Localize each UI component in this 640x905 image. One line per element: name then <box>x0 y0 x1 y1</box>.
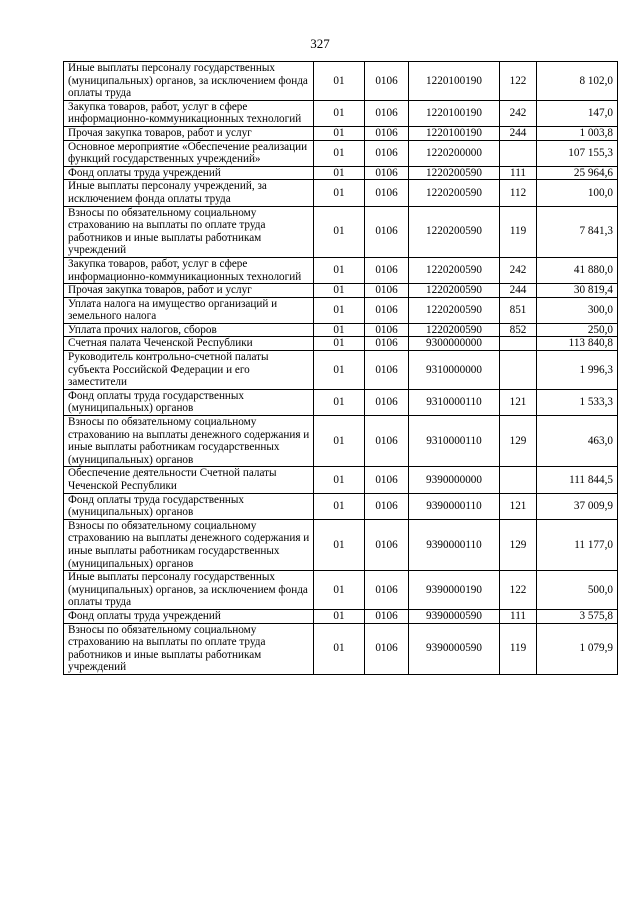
table-row <box>64 416 618 467</box>
cell-subsection: 0106 <box>365 206 409 257</box>
cell-amount: 41 880,0 <box>537 257 618 283</box>
table-row <box>64 62 618 101</box>
cell-amount: 111 844,5 <box>537 467 618 493</box>
cell-amount: 113 840,8 <box>537 337 618 351</box>
table-row <box>64 623 618 674</box>
cell-section: 01 <box>314 571 365 610</box>
table-row <box>64 337 618 351</box>
cell-amount: 1 079,9 <box>537 623 618 674</box>
cell-section: 01 <box>314 206 365 257</box>
cell-amount: 1 533,3 <box>537 389 618 415</box>
cell-target-article: 9390000190 <box>409 571 500 610</box>
cell-section: 01 <box>314 493 365 519</box>
cell-name: Фонд оплаты труда государственных (муниципальных) органов <box>64 389 314 415</box>
cell-amount: 37 009,9 <box>537 493 618 519</box>
cell-section: 01 <box>314 257 365 283</box>
cell-amount: 1 996,3 <box>537 351 618 390</box>
cell-name: Закупка товаров, работ, услуг в сфере информационно-коммуникационных технологий <box>64 100 314 126</box>
cell-target-article: 9390000110 <box>409 493 500 519</box>
cell-name: Уплата налога на имущество организаций и земельного налога <box>64 297 314 323</box>
table-row <box>64 351 618 390</box>
cell-section: 01 <box>314 351 365 390</box>
cell-expense-type: 121 <box>500 389 537 415</box>
cell-expense-type: 129 <box>500 416 537 467</box>
cell-amount: 250,0 <box>537 323 618 337</box>
cell-expense-type: 244 <box>500 284 537 298</box>
cell-target-article: 1220200590 <box>409 166 500 180</box>
cell-amount: 30 819,4 <box>537 284 618 298</box>
page-number: 327 <box>310 36 330 51</box>
cell-subsection: 0106 <box>365 284 409 298</box>
cell-target-article: 1220100190 <box>409 100 500 126</box>
table-row <box>64 519 618 570</box>
table-row <box>64 126 618 140</box>
cell-target-article: 1220200590 <box>409 257 500 283</box>
cell-section: 01 <box>314 609 365 623</box>
table-row <box>64 206 618 257</box>
cell-subsection: 0106 <box>365 337 409 351</box>
cell-target-article: 1220200590 <box>409 180 500 206</box>
cell-expense-type: 244 <box>500 126 537 140</box>
cell-section: 01 <box>314 416 365 467</box>
cell-target-article: 1220200590 <box>409 206 500 257</box>
cell-section: 01 <box>314 140 365 166</box>
cell-amount: 11 177,0 <box>537 519 618 570</box>
table-row <box>64 297 618 323</box>
cell-expense-type: 129 <box>500 519 537 570</box>
cell-name: Иные выплаты персоналу учреждений, за исключением фонда оплаты труда <box>64 180 314 206</box>
cell-subsection: 0106 <box>365 257 409 283</box>
cell-subsection: 0106 <box>365 140 409 166</box>
cell-section: 01 <box>314 337 365 351</box>
cell-section: 01 <box>314 389 365 415</box>
cell-target-article: 1220100190 <box>409 126 500 140</box>
cell-name: Фонд оплаты труда учреждений <box>64 166 314 180</box>
cell-target-article: 9300000000 <box>409 337 500 351</box>
cell-section: 01 <box>314 180 365 206</box>
cell-target-article: 9310000110 <box>409 389 500 415</box>
cell-amount: 7 841,3 <box>537 206 618 257</box>
cell-target-article: 1220200590 <box>409 284 500 298</box>
cell-name: Взносы по обязательному социальному страхованию на выплаты по оплате труда работников и иные выплаты работникам учреждений <box>64 206 314 257</box>
cell-expense-type <box>500 140 537 166</box>
cell-target-article: 9390000590 <box>409 609 500 623</box>
cell-expense-type: 111 <box>500 609 537 623</box>
cell-subsection: 0106 <box>365 166 409 180</box>
cell-name: Обеспечение деятельности Счетной палаты Чеченской Республики <box>64 467 314 493</box>
cell-subsection: 0106 <box>365 623 409 674</box>
cell-name: Взносы по обязательному социальному страхованию на выплаты денежного содержания и иные выплаты работникам государственных (муниципальных) органов <box>64 519 314 570</box>
cell-name: Прочая закупка товаров, работ и услуг <box>64 126 314 140</box>
cell-amount: 500,0 <box>537 571 618 610</box>
cell-subsection: 0106 <box>365 126 409 140</box>
cell-name: Закупка товаров, работ, услуг в сфере информационно-коммуникационных технологий <box>64 257 314 283</box>
cell-expense-type: 111 <box>500 166 537 180</box>
cell-name: Иные выплаты персоналу государственных (муниципальных) органов, за исключением фонда оплаты труда <box>64 62 314 101</box>
table-row <box>64 100 618 126</box>
cell-expense-type: 112 <box>500 180 537 206</box>
cell-name: Руководитель контрольно-счетной палаты субъекта Российской Федерации и его заместители <box>64 351 314 390</box>
cell-section: 01 <box>314 284 365 298</box>
cell-amount: 8 102,0 <box>537 62 618 101</box>
table-row <box>64 284 618 298</box>
cell-subsection: 0106 <box>365 389 409 415</box>
cell-section: 01 <box>314 623 365 674</box>
cell-subsection: 0106 <box>365 323 409 337</box>
cell-target-article: 1220100190 <box>409 62 500 101</box>
table-row <box>64 180 618 206</box>
cell-amount: 3 575,8 <box>537 609 618 623</box>
table-row <box>64 389 618 415</box>
cell-subsection: 0106 <box>365 571 409 610</box>
cell-expense-type: 121 <box>500 493 537 519</box>
cell-amount: 107 155,3 <box>537 140 618 166</box>
cell-name: Счетная палата Чеченской Республики <box>64 337 314 351</box>
cell-section: 01 <box>314 297 365 323</box>
cell-amount: 147,0 <box>537 100 618 126</box>
cell-target-article: 9390000590 <box>409 623 500 674</box>
cell-subsection: 0106 <box>365 297 409 323</box>
cell-expense-type: 242 <box>500 257 537 283</box>
cell-subsection: 0106 <box>365 519 409 570</box>
table-row <box>64 493 618 519</box>
cell-target-article: 9310000110 <box>409 416 500 467</box>
cell-name: Иные выплаты персоналу государственных (муниципальных) органов, за исключением фонда оплаты труда <box>64 571 314 610</box>
cell-expense-type: 122 <box>500 571 537 610</box>
cell-section: 01 <box>314 62 365 101</box>
cell-section: 01 <box>314 519 365 570</box>
table-row <box>64 140 618 166</box>
cell-section: 01 <box>314 126 365 140</box>
table-row <box>64 323 618 337</box>
table-row <box>64 257 618 283</box>
cell-target-article: 9310000000 <box>409 351 500 390</box>
table-row <box>64 609 618 623</box>
cell-section: 01 <box>314 100 365 126</box>
table-row <box>64 166 618 180</box>
cell-amount: 25 964,6 <box>537 166 618 180</box>
table-row <box>64 571 618 610</box>
cell-subsection: 0106 <box>365 609 409 623</box>
cell-target-article: 1220200590 <box>409 323 500 337</box>
cell-section: 01 <box>314 323 365 337</box>
cell-subsection: 0106 <box>365 416 409 467</box>
table-row <box>64 467 618 493</box>
cell-name: Взносы по обязательному социальному страхованию на выплаты по оплате труда работников и иные выплаты работникам учреждений <box>64 623 314 674</box>
cell-subsection: 0106 <box>365 351 409 390</box>
cell-section: 01 <box>314 467 365 493</box>
cell-name: Прочая закупка товаров, работ и услуг <box>64 284 314 298</box>
cell-expense-type: 852 <box>500 323 537 337</box>
cell-subsection: 0106 <box>365 180 409 206</box>
cell-target-article: 9390000000 <box>409 467 500 493</box>
budget-table <box>63 61 618 675</box>
cell-amount: 463,0 <box>537 416 618 467</box>
cell-expense-type: 122 <box>500 62 537 101</box>
cell-amount: 1 003,8 <box>537 126 618 140</box>
cell-subsection: 0106 <box>365 493 409 519</box>
cell-target-article: 1220200000 <box>409 140 500 166</box>
cell-expense-type: 119 <box>500 623 537 674</box>
cell-name: Уплата прочих налогов, сборов <box>64 323 314 337</box>
cell-expense-type: 242 <box>500 100 537 126</box>
cell-name: Фонд оплаты труда учреждений <box>64 609 314 623</box>
cell-expense-type <box>500 337 537 351</box>
cell-target-article: 9390000110 <box>409 519 500 570</box>
cell-name: Взносы по обязательному социальному страхованию на выплаты денежного содержания и иные выплаты работникам государственных (муниципальных) органов <box>64 416 314 467</box>
cell-expense-type <box>500 351 537 390</box>
cell-subsection: 0106 <box>365 100 409 126</box>
cell-expense-type: 851 <box>500 297 537 323</box>
cell-subsection: 0106 <box>365 62 409 101</box>
cell-target-article: 1220200590 <box>409 297 500 323</box>
cell-name: Основное мероприятие «Обеспечение реализации функций государственных учреждений» <box>64 140 314 166</box>
cell-section: 01 <box>314 166 365 180</box>
cell-expense-type: 119 <box>500 206 537 257</box>
cell-name: Фонд оплаты труда государственных (муниципальных) органов <box>64 493 314 519</box>
cell-expense-type <box>500 467 537 493</box>
cell-amount: 300,0 <box>537 297 618 323</box>
cell-amount: 100,0 <box>537 180 618 206</box>
cell-subsection: 0106 <box>365 467 409 493</box>
